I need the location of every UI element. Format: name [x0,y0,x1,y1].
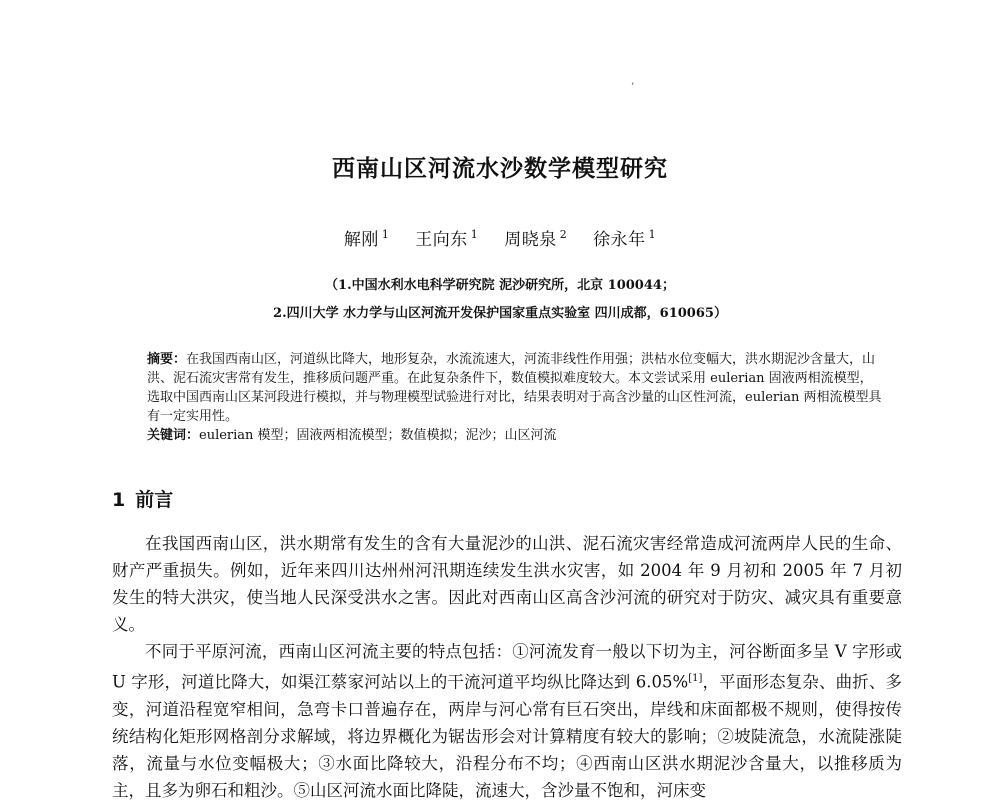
affiliation-2: 2.四川大学 水力学与山区河流开发保护国家重点实验室 四川成都，610065） [273,306,727,321]
paragraph-2: 不同于平原河流，西南山区河流主要的特点包括：①河流发育一般以下切为主，河谷断面多呈 V 字形或 U 字形，河道比降大，如渠江蔡家河站以上的干流河道平均纵比降达到 6.05%[1]，平面形态复杂、曲折、多变，河道沿程宽窄相间，急弯卡口普遍存在，两岸与河心常有巨石突出，岸线和床面都极不规则，使得按传统结构化矩形网格剖分求解域，将边界概化为锯齿形会对计算精度有较大的影响；②坡陡流急，水流陡涨陡落，流量与水位变幅极大；③水面比降较大，沿程分布不均；④西南山区洪水期泥沙含量大，以推移质为主，且多为卵石和粗沙。⑤山区河流水面比降陡，流速大，含沙量不饱和，河床变 [112,642,902,800]
keywords-label: 关键词： [147,428,200,443]
section-number: 1 [112,489,126,511]
citation-ref[interactable]: [1] [688,673,703,684]
abstract-label: 摘要： [147,352,187,367]
abstract [147,350,885,445]
paper-title: 西南山区河流水沙数学模型研究 [332,156,668,182]
keywords-text: eulerian 模型；固液两相流模型；数值模拟；泥沙；山区河流 [199,428,557,443]
section-title: 前言 [135,489,174,511]
author-list [0,225,1000,250]
keywords-paragraph [147,426,885,445]
author: 周晓泉 $^2$ [504,228,568,250]
author: 徐永年 $^1$ [593,228,657,250]
abstract-text: 在我国西南山区，河道纵比降大，地形复杂，水流流速大，河流非线性作用强；洪枯水位变幅大，洪水期泥沙含量大，山洪、泥石流灾害常有发生，推移质问题严重。在此复杂条件下，数值模拟难度较大。本文尝试采用 eulerian 固液两相流模型，选取中国西南山区某河段进行模拟，并与物理模型试验进行对比，结果表明对于高含沙量的山区性河流，eulerian 两相流模型具有一定实用性。 [147,352,882,424]
author: 解刚 $^1$ [343,228,390,250]
abstract-paragraph [147,350,885,426]
section-heading [112,485,173,512]
paragraph-1: 在我国西南山区，洪水期常有发生的含有大量泥沙的山洪、泥石流灾害经常造成河流两岸人民的生命、财产严重损失。例如，近年来四川达州州河汛期连续发生洪水灾害，如 2004 年 9 月初和 2005 年 7 月初发生的特大洪灾，使当地人民深受洪水之害。因此对西南山区高含沙河流的研究对于防灾、减灾具有重要意义。 [112,534,902,634]
body-text [112,530,902,804]
author: 王向东 $^1$ [415,228,479,250]
scan-mark: ’ [631,82,635,93]
affiliation-1: （1.中国水利水电科学研究院 泥沙研究所，北京 100044； [325,278,675,293]
